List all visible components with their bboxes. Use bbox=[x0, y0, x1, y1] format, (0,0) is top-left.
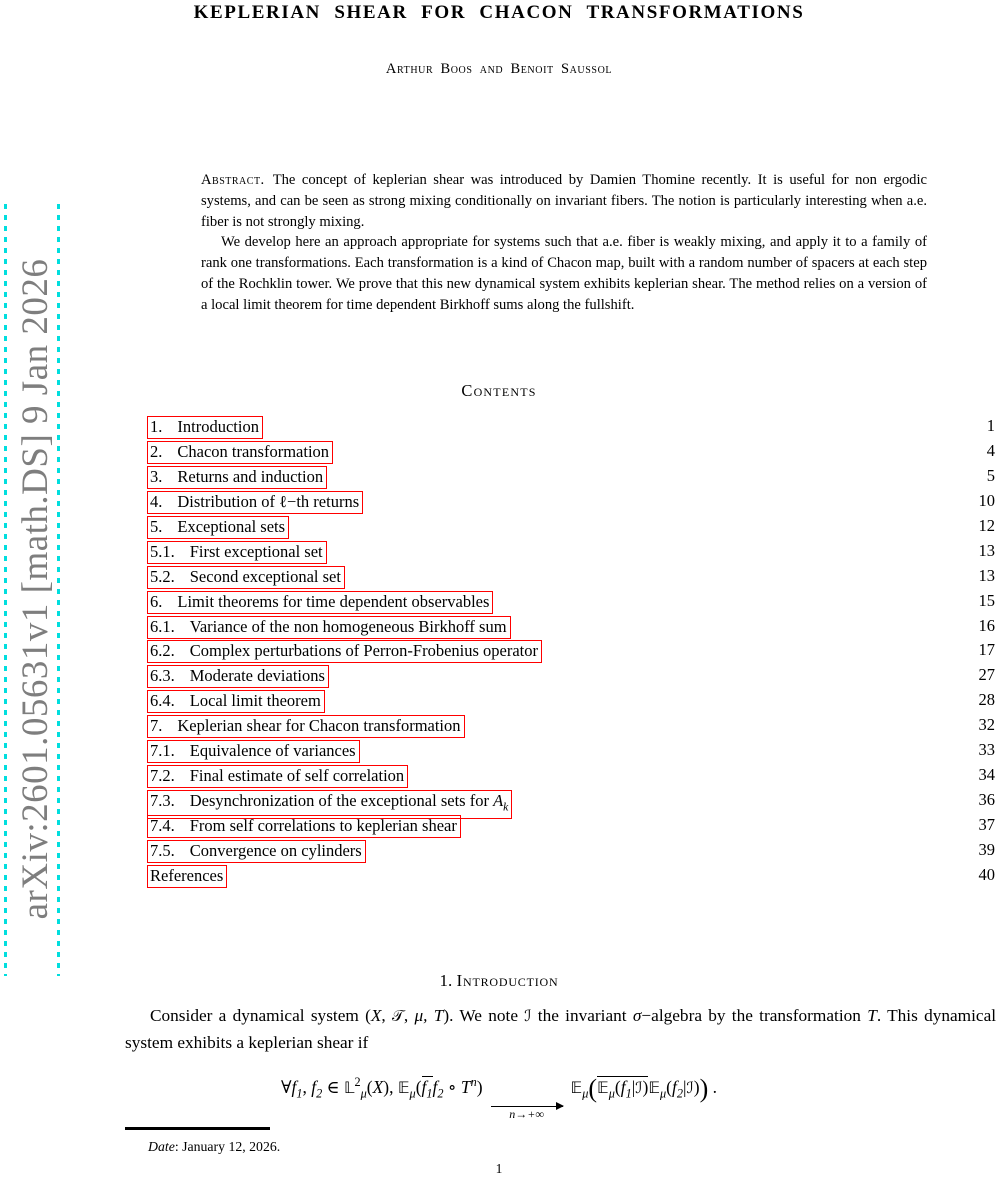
toc-entry-number: 7. bbox=[150, 716, 163, 736]
toc-entry-page: 36 bbox=[978, 790, 995, 810]
toc-entry-number: 4. bbox=[150, 491, 163, 511]
toc-entry-label: Keplerian shear for Chacon transformation bbox=[177, 716, 461, 736]
toc-link[interactable] bbox=[147, 665, 329, 688]
toc-row bbox=[147, 441, 995, 466]
toc-entry-number: 6.3. bbox=[150, 666, 175, 686]
toc-entry-label: From self correlations to keplerian shear bbox=[189, 816, 457, 835]
toc-row bbox=[147, 491, 995, 516]
intro-paragraph: Consider a dynamical system (X, 𝒯, μ, T). We note ℐ the invariant σ−algebra by the transformation T. This dynamical system exhibits a keplerian shear if bbox=[125, 1006, 997, 1052]
toc-entry-label: Second exceptional set bbox=[189, 566, 341, 586]
script-I: ℐ bbox=[635, 1079, 643, 1097]
toc-entry-label: Final estimate of self correlation bbox=[189, 766, 405, 786]
toc-link[interactable] bbox=[147, 765, 408, 788]
page-number: 1 bbox=[495, 1161, 503, 1176]
section-1-heading bbox=[0, 971, 998, 991]
arrow-icon bbox=[491, 1106, 563, 1107]
toc-entry-label: Desynchronization of the exceptional sets for bbox=[189, 791, 494, 811]
section-1-number: 1. bbox=[439, 971, 453, 990]
toc-entry-label: Equivalence of variances bbox=[189, 741, 356, 761]
toc-row bbox=[147, 690, 995, 715]
toc-row bbox=[147, 640, 995, 665]
toc-row bbox=[147, 566, 995, 591]
math-script-T: 𝒯 bbox=[392, 1007, 404, 1025]
toc-entry-page: 1 bbox=[986, 416, 995, 435]
toc-entry-page: 28 bbox=[978, 690, 995, 710]
toc-link[interactable] bbox=[147, 591, 493, 614]
paper-authors: Arthur Boos and Benoit Saussol bbox=[385, 61, 613, 77]
intro-text: Consider a dynamical system ( bbox=[150, 1006, 371, 1025]
toc-link[interactable] bbox=[147, 466, 327, 489]
toc-entry-page: 15 bbox=[978, 590, 995, 610]
toc-entry-number: 7.2. bbox=[150, 766, 175, 786]
toc-row bbox=[147, 516, 995, 541]
toc-entry-number: 7.1. bbox=[150, 741, 175, 761]
toc-entry-page: 10 bbox=[978, 490, 995, 510]
math-T: T bbox=[867, 1006, 877, 1025]
toc-link[interactable] bbox=[147, 640, 542, 663]
abstract-heading: Abstract. bbox=[201, 172, 265, 188]
toc-entry-page: 27 bbox=[978, 665, 995, 685]
contents-heading: Contents bbox=[461, 381, 537, 400]
toc-entry-page: 37 bbox=[978, 815, 995, 834]
toc-entry-number: 5.1. bbox=[150, 541, 175, 561]
toc-row bbox=[147, 715, 995, 740]
toc-row bbox=[147, 416, 995, 441]
toc-link[interactable] bbox=[147, 441, 333, 464]
toc-entry-number: 7.5. bbox=[150, 840, 175, 860]
toc-link[interactable] bbox=[147, 541, 327, 564]
toc-entry-number: 6.2. bbox=[150, 641, 175, 661]
toc-entry-label: Chacon transformation bbox=[177, 441, 330, 461]
toc-entry-label: Variance of the non homogeneous Birkhoff sum bbox=[189, 616, 507, 636]
arxiv-stamp: arXiv:2601.05631v1 [math.DS] 9 Jan 2026 bbox=[15, 258, 56, 920]
toc-row bbox=[147, 840, 995, 865]
paper-title: KEPLERIAN SHEAR FOR CHACON TRANSFORMATIONS bbox=[193, 2, 805, 23]
stamp-dashed-line-left bbox=[4, 204, 7, 976]
section-1-title: Introduction bbox=[456, 971, 559, 990]
toc-entry-page: 5 bbox=[986, 465, 995, 485]
toc-entry-label: First exceptional set bbox=[189, 541, 323, 561]
toc-entry-label: Local limit theorem bbox=[189, 691, 321, 711]
toc-entry-label: Introduction bbox=[177, 417, 259, 436]
toc-entry-label: Moderate deviations bbox=[189, 666, 325, 686]
toc-link[interactable] bbox=[147, 740, 360, 763]
toc-entry-label: Complex perturbations of Perron-Frobenius operator bbox=[189, 641, 539, 661]
toc-entry-label: Exceptional sets bbox=[177, 516, 286, 536]
abstract-paragraph-1 bbox=[201, 170, 927, 232]
double-struck-E: 𝔼 bbox=[397, 1078, 410, 1097]
math-script-I: ℐ bbox=[524, 1007, 532, 1025]
toc-link[interactable] bbox=[147, 616, 511, 639]
toc-entry-number: 2. bbox=[150, 441, 163, 461]
limit-arrow bbox=[491, 1097, 563, 1121]
toc-entry-page: 34 bbox=[978, 765, 995, 785]
toc-entry-label: Limit theorems for time dependent observables bbox=[177, 591, 490, 611]
toc-link[interactable] bbox=[147, 491, 363, 514]
toc-entry-label: Returns and induction bbox=[177, 466, 324, 486]
toc-row bbox=[147, 466, 995, 491]
toc-link[interactable] bbox=[147, 840, 366, 863]
compose-symbol: ∘ bbox=[443, 1077, 461, 1097]
math-sigma: σ bbox=[632, 1006, 642, 1025]
toc-entry-math: $A_k$ bbox=[493, 791, 509, 814]
toc-row bbox=[147, 591, 995, 616]
toc-row bbox=[147, 541, 995, 566]
element-of-symbol: ∈ bbox=[322, 1077, 344, 1097]
toc-link[interactable] bbox=[147, 815, 461, 838]
footnote-rule bbox=[125, 1127, 270, 1130]
toc-entry-number: 5. bbox=[150, 516, 163, 536]
toc-row bbox=[147, 865, 995, 890]
math-mu-T: μ, T bbox=[414, 1006, 444, 1025]
abstract-paragraph-2: We develop here an approach appropriate for systems such that a.e. fiber is weakly mixing, and apply it to a family of rank one transformations. Each transformation is a kind of Chacon map, built with a random number of spacers at each step of the Rochklin tower. We prove that this new dynamical system exhibits keplerian shear. The method relies on a version of a local limit theorem for time dependent Birkhoff sums along the fullshift. bbox=[201, 234, 927, 313]
toc-entry-page: 40 bbox=[978, 864, 995, 884]
date-label: Date bbox=[148, 1139, 175, 1154]
toc-entry-page: 13 bbox=[978, 540, 995, 560]
toc-entry-number: 5.2. bbox=[150, 566, 175, 586]
forall-symbol: ∀ bbox=[280, 1077, 292, 1097]
date-line bbox=[148, 1139, 280, 1155]
double-struck-L: 𝕃 bbox=[343, 1078, 355, 1097]
toc-row bbox=[147, 815, 995, 840]
toc-entry-page: 39 bbox=[978, 839, 995, 859]
toc-entry-label: References bbox=[150, 865, 224, 885]
toc-entry-label: Convergence on cylinders bbox=[189, 840, 362, 860]
toc-row bbox=[147, 740, 995, 765]
toc-link[interactable] bbox=[147, 566, 345, 589]
toc-entry-number: 3. bbox=[150, 466, 163, 486]
toc-entry-number: 6.1. bbox=[150, 616, 175, 636]
toc-entry-number: 7.4. bbox=[150, 816, 175, 835]
display-equation: $\forall f_1$, $f_2$ ∈ 𝕃$^2_\mu$(X), $𝔼_\mu(f_1f_2$ ∘ $T^n$) n→+∞ $𝔼_\mu(𝔼_\mu(f_1|ℐ)𝔼_\mu(f_2|ℐ))$ . bbox=[280, 1074, 718, 1121]
toc-entry-page: 17 bbox=[978, 640, 995, 660]
date-value: : January 12, 2026. bbox=[174, 1139, 281, 1154]
math-X: X bbox=[370, 1006, 382, 1025]
toc-row bbox=[147, 665, 995, 690]
toc-row bbox=[147, 790, 995, 815]
double-struck-E: 𝔼 bbox=[570, 1078, 583, 1097]
toc-entry-number: 6.4. bbox=[150, 691, 175, 711]
toc-entry-number: 6. bbox=[150, 591, 163, 611]
toc-entry-page: 12 bbox=[978, 515, 995, 535]
script-I: ℐ bbox=[686, 1079, 694, 1097]
abstract-block bbox=[201, 170, 927, 316]
toc-link[interactable] bbox=[147, 715, 465, 738]
toc-link[interactable] bbox=[147, 690, 325, 713]
toc-entry-page: 32 bbox=[978, 715, 995, 735]
toc-link[interactable] bbox=[147, 416, 263, 439]
toc-row bbox=[147, 765, 995, 790]
toc-entry-number: 1. bbox=[150, 417, 163, 436]
toc-link[interactable] bbox=[147, 865, 227, 888]
toc-row bbox=[147, 616, 995, 641]
toc-entry-page: 33 bbox=[978, 740, 995, 760]
toc-entry-page: 16 bbox=[978, 615, 995, 635]
limit-label: n→+∞ bbox=[509, 1107, 544, 1121]
abstract-text-1: The concept of keplerian shear was introduced by Damien Thomine recently. It is useful for non ergodic systems, and can be seen as strong mixing conditionally on invariant fibers. The notion is particularly interesting when a.e. fiber is not strongly mixing. bbox=[201, 172, 927, 230]
toc-entry-label: Distribution of ℓ−th returns bbox=[177, 491, 360, 511]
toc-entry-page: 4 bbox=[986, 440, 995, 460]
toc-entry-number: 7.3. bbox=[150, 791, 175, 811]
table-of-contents bbox=[147, 416, 995, 890]
toc-entry-page: 13 bbox=[978, 565, 995, 585]
toc-link[interactable] bbox=[147, 516, 289, 539]
